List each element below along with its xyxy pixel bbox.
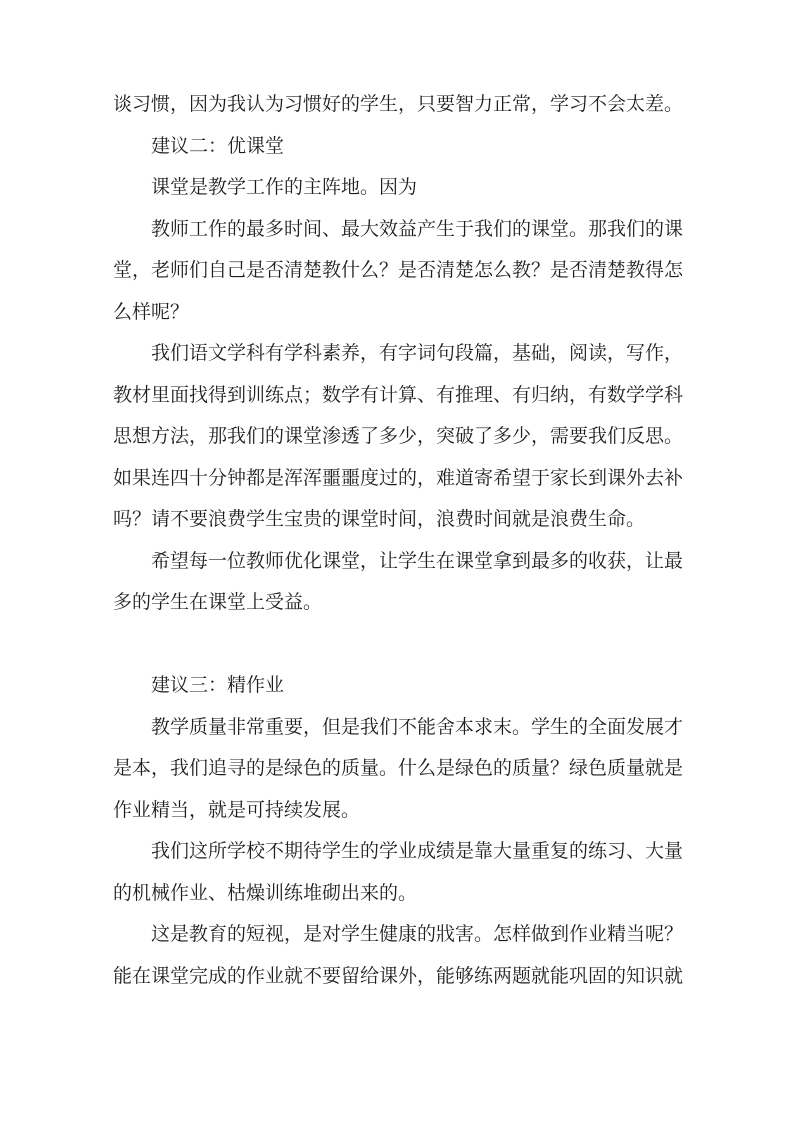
section-heading: 建议三：精作业 [151, 675, 285, 696]
paragraph: 这是教育的短视，是对学生健康的戕害。怎样做到作业精当呢？能在课堂完成的作业就不要留给课外，能够练两题就能巩固的知识就 [113, 924, 684, 987]
section-heading: 建议二：优课堂 [151, 135, 285, 157]
text-block [113, 84, 683, 997]
paragraph: 教师工作的最多时间、最大效益产生于我们的课堂。那我们的课堂，老师们自己是否清楚教什么？是否清楚怎么教？是否清楚教得怎么样呢？ [113, 218, 684, 323]
paragraph: 我们这所学校不期待学生的学业成绩是靠大量重复的练习、大量的机械作业、枯燥训练堆砌出来的。 [113, 841, 684, 904]
paragraph: 我们语文学科有学科素养，有字词句段篇，基础，阅读，写作，教材里面找得到训练点；数学有计算、有推理、有归纳，有数学学科思想方法，那我们的课堂渗透了多少，突破了多少，需要我们反思。如果连四十分钟都是浑浑噩噩度过的，难道寄希望于家长到课外去补吗？请不要浪费学生宝贵的课堂时间，浪费时间就是浪费生命。 [113, 343, 684, 530]
paragraph: 教学质量非常重要，但是我们不能舍本求末。学生的全面发展才是本，我们追寻的是绿色的质量。什么是绿色的质量？绿色质量就是作业精当，就是可持续发展。 [113, 716, 684, 821]
paragraph: 希望每一位教师优化课堂，让学生在课堂拿到最多的收获，让最多的学生在课堂上受益。 [113, 550, 684, 613]
paragraph: 谈习惯，因为我认为习惯好的学生，只要智力正常，学习不会太差。 [113, 94, 684, 115]
blank-line [113, 624, 683, 666]
paragraph: 课堂是教学工作的主阵地。因为 [151, 177, 418, 198]
